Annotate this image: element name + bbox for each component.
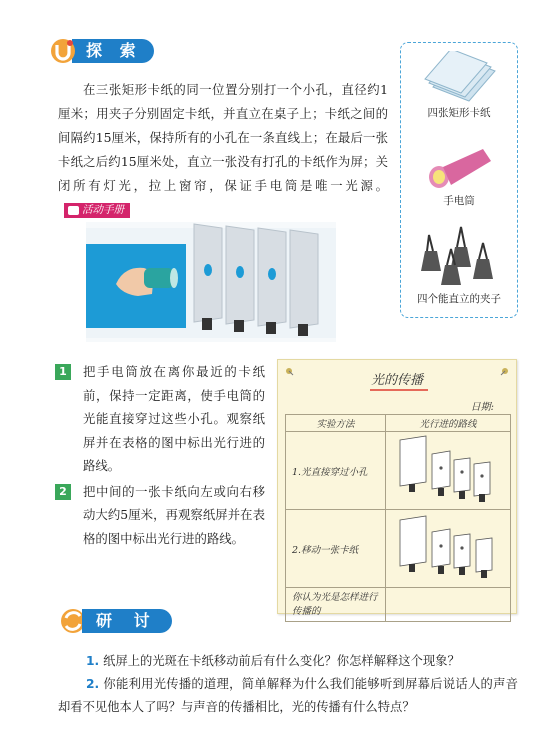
record-path-cell (386, 432, 511, 510)
discuss-section-header (58, 608, 172, 634)
record-title-underline (370, 389, 428, 391)
question-number: 1. (86, 654, 100, 668)
step-number-badge: 2 (55, 484, 71, 500)
record-path-cell (386, 588, 511, 622)
explore-section-header (48, 38, 154, 64)
question-text: 你能利用光传播的道理，简单解释为什么我们能够听到屏幕后说话人的声音却看不见他本人了吗？与声音的传播相比，光的传播有什么特点？ (58, 677, 518, 714)
flashlight-icon (425, 145, 495, 191)
cards-icon (419, 51, 501, 103)
material-label-cards: 四张矩形卡纸 (427, 107, 491, 119)
material-label-clips: 四个能直立的夹子 (417, 293, 501, 305)
question-2 (58, 673, 518, 719)
step-number-badge: 1 (55, 364, 71, 380)
record-method-cell: 1.光直接穿过小孔 (286, 432, 386, 510)
record-path-cell (386, 510, 511, 588)
record-header-method: 实验方法 (286, 415, 386, 432)
explore-title: 探 索 (72, 39, 154, 63)
record-sheet (277, 359, 517, 617)
record-method-cell: 2.移动一张卡纸 (286, 510, 386, 588)
step-text: 把中间的一张卡纸向左或向右移动大约5厘米，再观察纸屏并在表格的图中标出光行进的路线。 (83, 483, 265, 546)
question-number: 2. (86, 677, 100, 691)
question-text: 纸屏上的光斑在卡纸移动前后有什么变化？你怎样解释这个现象？ (103, 654, 460, 668)
cards-diagram-2 (386, 510, 510, 584)
materials-box (400, 42, 518, 318)
activity-manual-label: 活动手册 (82, 204, 124, 216)
discuss-title: 研 讨 (82, 609, 172, 633)
record-date-label: 日期: (470, 402, 494, 413)
step-text: 把手电筒放在离你最近的卡纸前，保持一定距离，使手电筒的光能直接穿过这些小孔。观察纸屏并在表格的图中标出光行进的路线。 (83, 364, 265, 473)
explore-logo-icon (48, 36, 78, 66)
clips-icon (415, 221, 507, 287)
record-header-path: 光行进的路线 (386, 415, 511, 432)
intro-text: 在三张矩形卡纸的同一位置分别打一个小孔，直径约1厘米；用夹子分别固定卡纸，并直立在桌子上；卡纸之间的间隔约15厘米，保持所有的小孔在一条直线上；在最后一张卡纸之后约15厘米处，直立一张没有打孔的卡纸作为屏；关闭所有灯光，拉上窗帘，保证手电筒是唯一光源。 (58, 82, 388, 193)
book-icon (68, 206, 79, 215)
activity-manual-tag (64, 203, 130, 218)
intro-paragraph (58, 78, 388, 222)
material-label-flashlight: 手电筒 (443, 195, 475, 207)
questions-list (58, 650, 518, 719)
experiment-illustration (86, 222, 336, 342)
step-2 (55, 480, 265, 551)
steps-list (55, 360, 265, 552)
step-1 (55, 360, 265, 478)
record-table (285, 414, 511, 622)
experiment-photo (86, 222, 336, 342)
question-1 (58, 650, 518, 673)
record-method-cell: 你认为光是怎样进行传播的 (286, 588, 386, 622)
cards-diagram-1 (386, 432, 510, 506)
record-title: 光的传播 (370, 373, 423, 388)
